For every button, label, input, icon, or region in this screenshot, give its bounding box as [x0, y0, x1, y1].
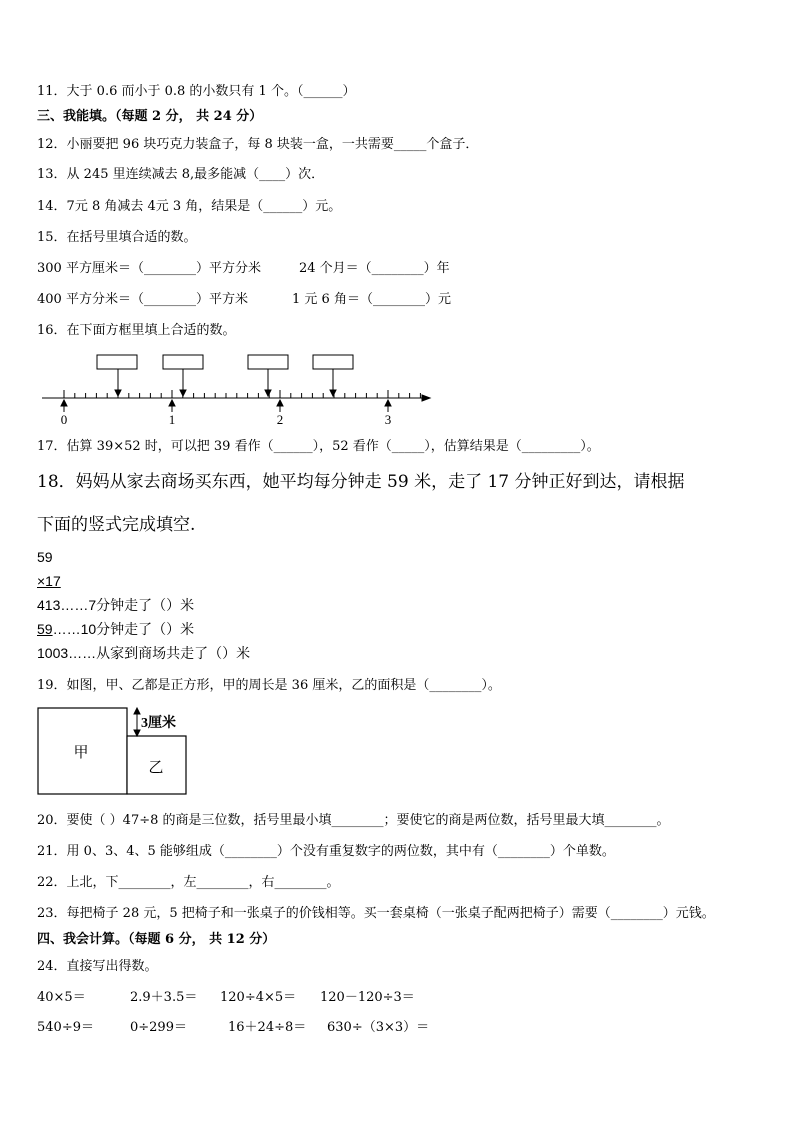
answer-box-3: [248, 355, 288, 369]
axis: [42, 395, 430, 401]
answer-box-1: [97, 355, 137, 369]
question-18-line-1: 18．妈妈从家去商场买东西，她平均每分钟走 59 米，走了 17 分钟正好到达，请根据: [37, 472, 685, 492]
arith-2-4: 630÷（3×3）＝: [327, 1020, 430, 1035]
q15-item-b1: 400 平方分米＝（________）平方米: [37, 292, 248, 307]
arith-2-3: 16＋24÷8＝: [228, 1020, 307, 1035]
section-4-heading: 四、我会计算。（每题 6 分， 共 12 分）: [37, 932, 276, 947]
question-12: 12．小丽要把 96 块巧克力装盒子，每 8 块装一盒，一共需要_____个盒子．: [37, 137, 479, 152]
question-21: 21．用 0、3、4、5 能够组成（________）个没有重复数字的两位数，其中有（________）个单数。: [37, 844, 615, 859]
question-20: 20．要使（ ）47÷8 的商是三位数，括号里最小填________；要使它的商是两位数，括号里最大填________。: [37, 813, 670, 828]
label-3cm: 3厘米: [141, 716, 176, 731]
answer-box-2: [163, 355, 203, 369]
q15-item-a1: 300 平方厘米＝（________）平方分米: [37, 261, 261, 276]
calc-partial-2: [37, 620, 194, 638]
label-jia: 甲: [73, 745, 89, 761]
answer-boxes: [97, 355, 353, 369]
question-15-row-2: [37, 292, 451, 308]
calc-multiplicand: 59: [37, 549, 53, 565]
question-13: 13．从 245 里连续减去 8,最多能减（____）次．: [37, 167, 325, 182]
axis-label-2: 2: [276, 412, 284, 427]
question-17: 17．估算 39×52 时，可以把 39 看作（______），52 看作（_____），估算结果是（_________）。: [37, 439, 600, 454]
axis-label-3: 3: [384, 412, 392, 427]
question-14: 14．7元 8 角减去 4元 3 角，结果是（______）元。: [37, 199, 342, 214]
question-22: 22．上北，下________，左________，右________。: [37, 875, 340, 890]
calc-multiplier: ×17: [37, 573, 61, 589]
question-11: 11．大于 0.6 而小于 0.8 的小数只有 1 个。（______）: [37, 84, 356, 99]
section-3-heading: 三、我能填。（每题 2 分， 共 24 分）: [37, 109, 263, 124]
calc-partial-2-number: 59: [37, 621, 53, 637]
question-15-row-1: [37, 261, 450, 277]
axis-label-0: 0: [60, 412, 68, 427]
question-16: 16．在下面方框里填上合适的数。: [37, 323, 236, 338]
squares-figure: [0, 700, 793, 800]
question-19: 19．如图，甲、乙都是正方形，甲的周长是 36 厘米，乙的面积是（________）。: [37, 678, 501, 693]
calc-total: 1003……从家到商场共走了（）米: [37, 645, 251, 661]
number-line-figure: [0, 350, 793, 430]
calc-partial-1: 413……7分钟走了（）米: [37, 597, 195, 613]
arith-1-1: 40×5＝: [37, 990, 86, 1005]
question-15: 15．在括号里填合适的数。: [37, 230, 197, 245]
label-yi: 乙: [148, 760, 164, 776]
point-arrows: [61, 400, 391, 412]
arith-1-4: 120－120÷3＝: [320, 990, 415, 1005]
box-arrows: [115, 369, 336, 396]
q15-item-a2: 24 个月＝（________）年: [299, 261, 450, 276]
q15-item-b2: 1 元 6 角＝（________）元: [292, 292, 451, 307]
answer-box-4: [313, 355, 353, 369]
arith-1-2: 2.9＋3.5＝: [130, 990, 198, 1005]
question-23: 23．每把椅子 28 元，5 把椅子和一张桌子的价钱相等。买一套桌椅（一张桌子配两把椅子）需要（________）元钱。: [37, 906, 715, 921]
question-18-line-2: 下面的竖式完成填空.: [37, 515, 196, 535]
arith-1-3: 120÷4×5＝: [220, 990, 297, 1005]
arith-2-1: 540÷9＝: [37, 1020, 94, 1035]
question-24: 24．直接写出得数。: [37, 959, 158, 974]
calc-partial-2-text: ……10分钟走了（）米: [52, 621, 195, 637]
arith-2-2: 0÷299＝: [130, 1020, 187, 1035]
dimension-arrow: [134, 708, 140, 736]
axis-label-1: 1: [168, 412, 176, 427]
